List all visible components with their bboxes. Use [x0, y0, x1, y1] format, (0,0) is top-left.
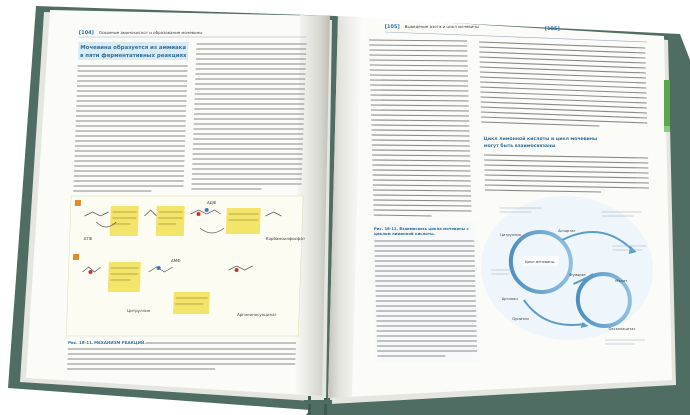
yellow-box-2	[156, 206, 185, 236]
left-caption-title: МЕХАНИЗМ РЕАКЦИЙ.	[93, 340, 146, 345]
yellow-box-5	[173, 292, 210, 314]
yellow-box-4	[108, 262, 141, 292]
left-page-number: [104]	[78, 30, 94, 36]
right-box-heading-1: Рис. 18-12. Взаимосвязь цикла мочевины с	[373, 226, 469, 231]
left-running-head: Освоение аминокислот и образование мочевины	[98, 30, 203, 35]
label-atp: АТФ	[83, 236, 93, 241]
mechanism-figure	[66, 196, 307, 336]
label-oxaloacetate: Оксалоацетат	[608, 327, 636, 331]
figure-box-right	[372, 222, 480, 362]
left-caption-label: Рис. 18-11.	[67, 340, 94, 345]
right-box-heading-2: циклом лимонной кислоты.	[374, 231, 435, 236]
right-running-head: Выведение азота и цикл мочевины	[404, 24, 480, 29]
yellow-box-1	[110, 206, 139, 236]
label-malate: Малат	[615, 279, 628, 283]
right-page-number-2: [105]	[544, 26, 560, 32]
right-section-heading-1: Цикл лимонной кислоты и цикл мочевины	[483, 137, 598, 142]
left-section-heading-1: Мочевина образуется из аммиака	[80, 45, 187, 51]
spine-bottom	[304, 400, 332, 404]
label-aspartate: Аспартат	[557, 229, 576, 233]
right-page-number: [105]	[384, 24, 400, 30]
label-adp: АДФ	[206, 200, 217, 205]
label-amp: АМФ	[170, 258, 181, 263]
label-arginine: Аргинин	[501, 297, 518, 301]
right-section-heading-2: могут быть взаимосвязаны	[483, 144, 556, 149]
yellow-box-3	[226, 208, 261, 234]
label-citrulline: Цитруллин	[127, 308, 151, 313]
chapter-tab	[664, 80, 670, 126]
label-ornithine: Орнитин	[512, 317, 529, 321]
label-urea-cycle: Цикл мочевины	[524, 260, 555, 264]
label-fumarate: Фумарат	[569, 273, 586, 277]
label-citrulline-r: Цитруллин	[500, 233, 522, 237]
label-argininosuccinate: Аргининосукцинат	[236, 312, 278, 317]
ribbon-bookmark-1	[308, 396, 311, 415]
left-section-heading-2: в пяти ферментативных реакциях	[79, 53, 187, 59]
label-carbamoyl: Карбамоилфосфат	[265, 236, 306, 241]
